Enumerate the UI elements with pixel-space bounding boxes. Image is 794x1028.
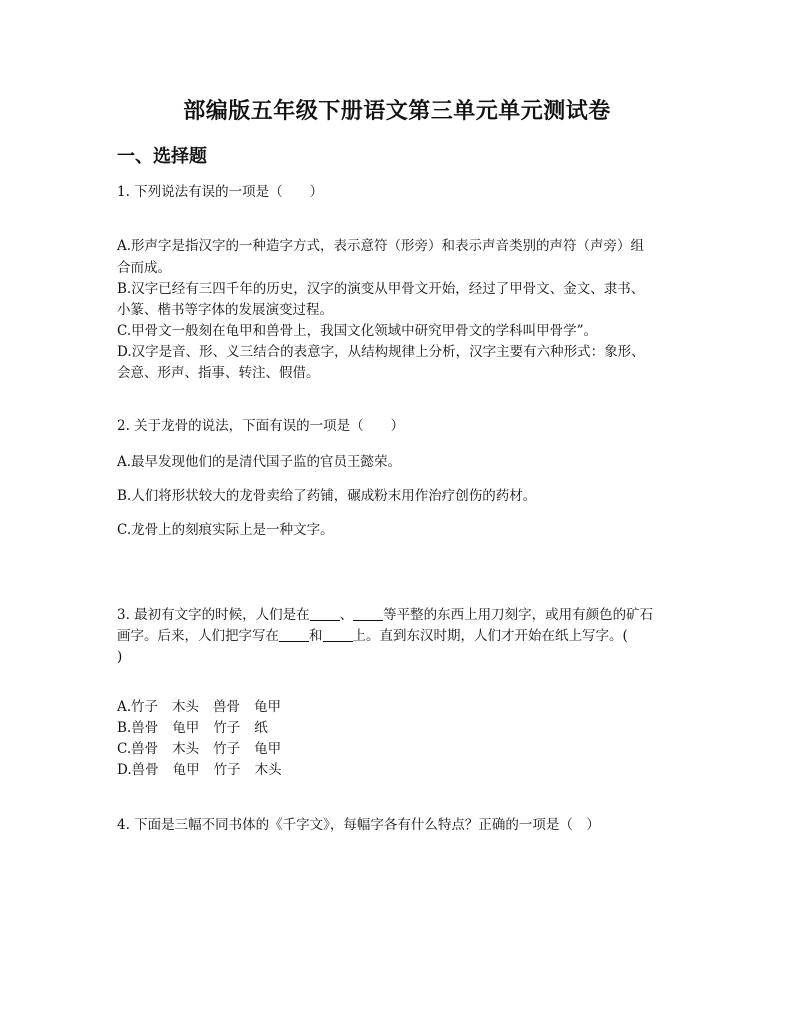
question-1-option-d-line1: D.汉字是音、形、义三结合的表意字，从结构规律上分析，汉字主要有六种形式：象形、 [117,344,645,360]
question-3-text: 、 [339,607,354,623]
option-text: D.兽骨 [117,762,159,778]
option-text: 木头 [172,741,200,757]
question-2-stem: 2. 关于龙骨的说法，下面有误的一项是（ ） [117,418,405,434]
question-3-stem-line1 [117,605,653,626]
question-1-option-c: C.甲骨文一般刻在龟甲和兽骨上，我国文化领域中研究甲骨文的学科叫甲骨学”。 [117,323,598,339]
question-1-option-b-line2: 小篆、楷书等字体的发展演变过程。 [117,302,333,318]
question-1-option-b-line1: B.汉字已经有三四千年的历史，汉字的演变从甲骨文开始，经过了甲骨文、金文、隶书、 [117,281,645,297]
option-text: C.兽骨 [117,741,159,757]
option-text: B.兽骨 [117,720,159,736]
question-2-option-b: B.人们将形状较大的龙骨卖给了药铺，碾成粉末用作治疗创伤的药材。 [117,488,537,504]
question-3-stem-line2 [117,626,628,647]
question-1-option-d-line2: 会意、形声、指事、转注、假借。 [117,365,320,381]
question-3-option-a [117,697,295,718]
question-3-text: 等平整的东西上用刀刻字，或用有颜色的矿石 [383,607,654,623]
question-3-option-c [117,739,295,760]
question-3-text: 画字。后来，人们把字写在 [117,628,279,644]
answer-blank [353,606,383,621]
option-text: 龟甲 [172,762,200,778]
option-text: 龟甲 [172,720,200,736]
option-text: 纸 [254,720,268,736]
option-text: 竹子 [213,741,241,757]
section-heading: 一、选择题 [117,146,207,167]
page-title: 部编版五年级下册语文第三单元单元测试卷 [183,98,611,124]
option-text: 龟甲 [254,699,282,715]
option-text: 龟甲 [254,741,282,757]
question-2-option-a: A.最早发现他们的是清代国子监的官员王懿荣。 [117,454,402,470]
question-1-stem: 1. 下列说法有误的一项是（ ） [117,184,324,200]
question-3-text: 和 [309,628,323,644]
answer-blank [323,627,353,642]
question-1-option-a-line1: A.形声字是指汉字的一种造字方式，表示意符（形旁）和表示声音类别的声符（声旁）组 [117,238,645,254]
question-1-option-a-line2: 合而成。 [117,260,171,276]
question-3-option-d [117,760,296,781]
option-text: 竹子 [213,720,241,736]
option-text: 兽骨 [213,699,241,715]
answer-blank [279,627,309,642]
answer-blank [310,606,340,621]
question-4-stem: 4. 下面是三幅不同书体的《千字文》，每幅字各有什么特点？正确的一项是（ ） [117,817,600,833]
question-3-text: 上。直到东汉时期，人们才开始在纸上写字。( [352,628,628,644]
question-3-stem-line3: ) [117,649,123,665]
question-3-text: 3. 最初有文字的时候，人们是在 [117,607,310,623]
question-2-option-c: C.龙骨上的刻痕实际上是一种文字。 [117,522,334,538]
option-text: 木头 [172,699,200,715]
question-3-option-b [117,718,282,739]
option-text: 木头 [254,762,282,778]
option-text: A.竹子 [117,699,159,715]
option-text: 竹子 [213,762,241,778]
